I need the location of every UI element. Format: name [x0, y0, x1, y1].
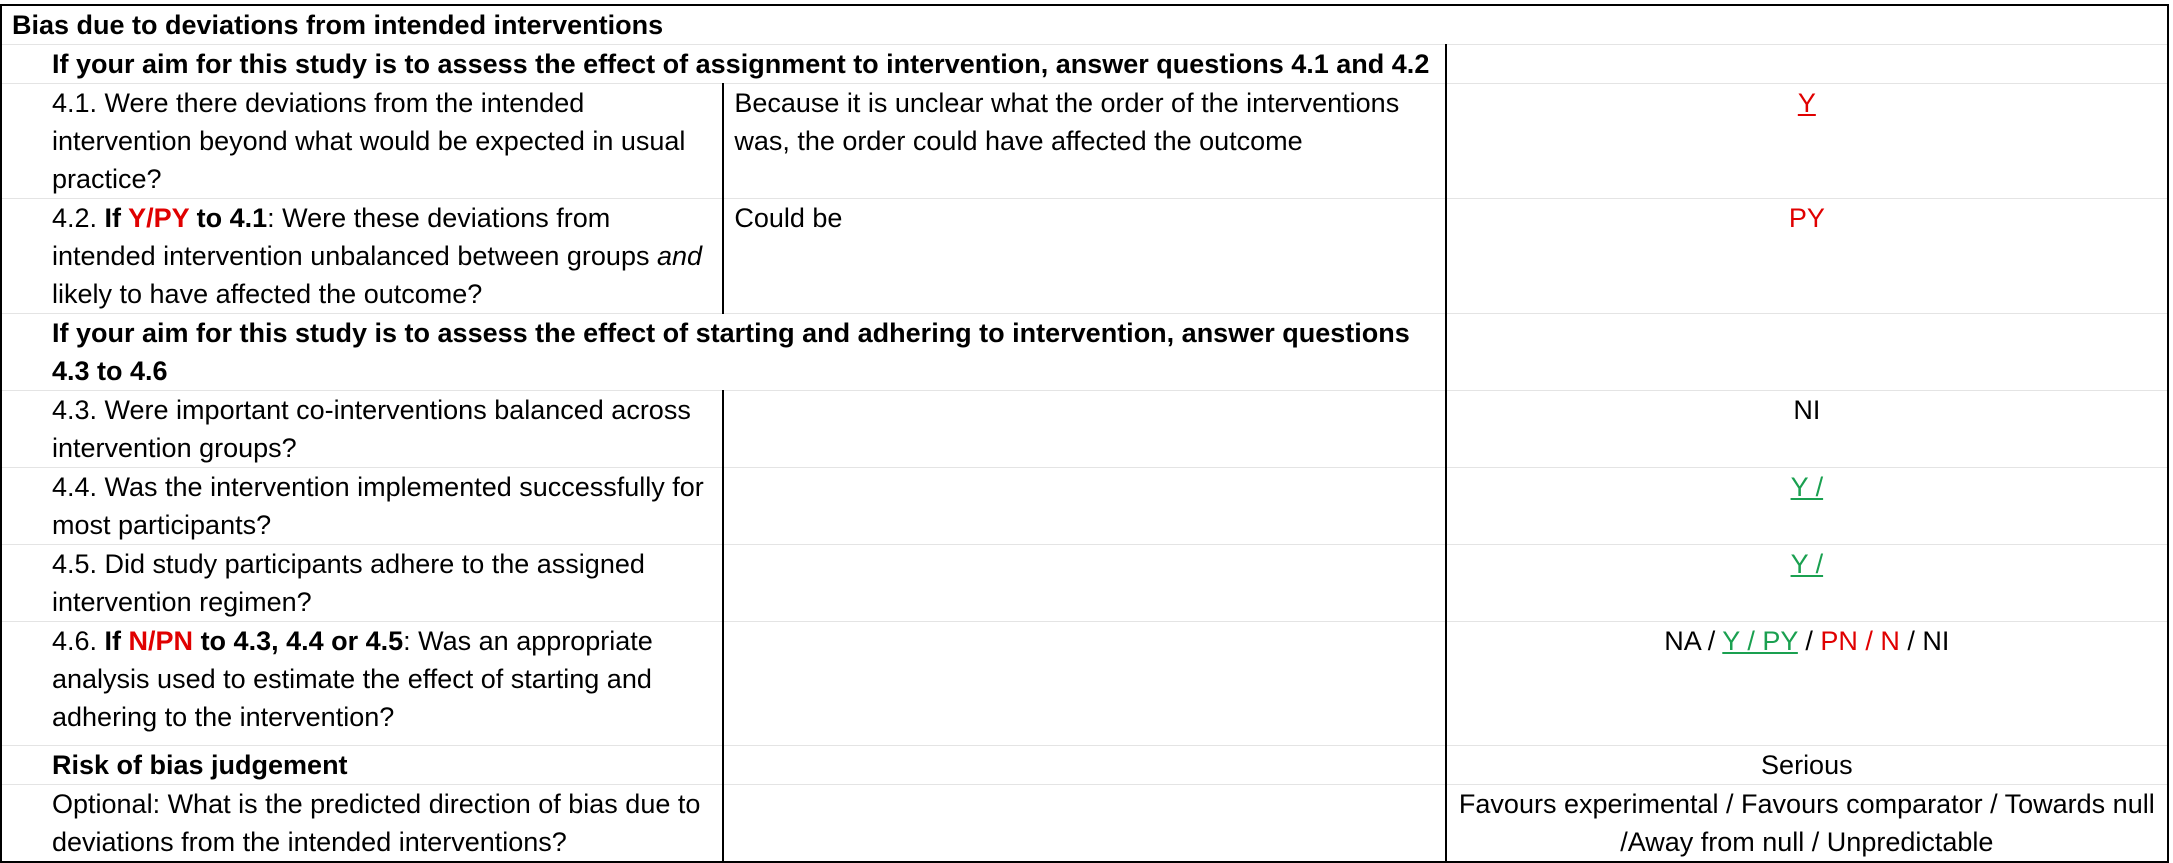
answer-4-4-value: Y /: [1790, 472, 1824, 502]
comment-4-1: Because it is unclear what the order of the interventions was, the order could have affected the outcome: [723, 84, 1445, 199]
comment-4-5: [723, 545, 1445, 622]
optional-answer: Favours experimental / Favours comparator / Towards null /Away from null / Unpredictable: [1446, 785, 2168, 863]
q46-condition: N/PN: [128, 626, 194, 656]
question-4-4: 4.4. Was the intervention implemented successfully for most participants?: [1, 468, 723, 545]
answer-4-6-sep: /: [1797, 626, 1821, 656]
q42-condition: Y/PY: [128, 203, 190, 233]
subheading-row-assignment: [1, 45, 2168, 84]
answer-4-6-ypy: Y / PY: [1722, 626, 1798, 656]
comment-4-6: [723, 622, 1445, 746]
answer-4-1-value: Y: [1797, 88, 1816, 118]
q46-rest: : Was an appropriate analysis used to estimate the effect of starting and adhering to the intervention?: [52, 626, 653, 732]
answer-4-3: NI: [1446, 391, 2168, 468]
risk-row: [1, 746, 2168, 785]
question-4-3: 4.3. Were important co-interventions balanced across intervention groups?: [1, 391, 723, 468]
subheading-row-adherence: [1, 314, 2168, 391]
q42-if: If: [104, 203, 129, 233]
risk-answer: Serious: [1446, 746, 2168, 785]
risk-of-bias-table: [0, 4, 2169, 863]
question-row-4-2: [1, 199, 2168, 314]
question-row-4-1: [1, 84, 2168, 199]
question-row-4-3: [1, 391, 2168, 468]
comment-4-2: Could be: [723, 199, 1445, 314]
answer-4-6: [1446, 622, 2168, 746]
subheading-adherence-answer: [1446, 314, 2168, 391]
comment-4-4: [723, 468, 1445, 545]
question-row-4-5: [1, 545, 2168, 622]
optional-row: [1, 785, 2168, 863]
q42-rest-2: likely to have affected the outcome?: [52, 279, 483, 309]
question-4-6: [1, 622, 723, 746]
subheading-adherence: If your aim for this study is to assess the effect of starting and adhering to intervention, answer questions 4.3 to 4.6: [1, 314, 1446, 391]
q46-if: If: [104, 626, 129, 656]
answer-4-5: [1446, 545, 2168, 622]
answer-4-2-value: PY: [1788, 203, 1825, 233]
risk-comment: [723, 746, 1445, 785]
question-4-2: [1, 199, 723, 314]
q42-num: 4.2.: [52, 203, 105, 233]
answer-4-6-na: NA /: [1664, 626, 1723, 656]
q46-num: 4.6.: [52, 626, 105, 656]
question-4-5: 4.5. Did study participants adhere to the assigned intervention regimen?: [1, 545, 723, 622]
optional-comment: [723, 785, 1445, 863]
q46-to: to 4.3, 4.4 or 4.5: [193, 626, 404, 656]
section-header-row: [1, 5, 2168, 45]
q42-rest-1: : Were these deviations from intended intervention unbalanced between groups: [52, 203, 657, 271]
question-4-1: 4.1. Were there deviations from the intended intervention beyond what would be expected in usual practice?: [1, 84, 723, 199]
subheading-assignment-answer: [1446, 45, 2168, 84]
answer-4-4: [1446, 468, 2168, 545]
q42-to: to 4.1: [189, 203, 268, 233]
q42-and: and: [656, 241, 703, 271]
answer-4-6-pn: PN / N: [1820, 626, 1900, 656]
subheading-assignment: If your aim for this study is to assess the effect of assignment to intervention, answer questions 4.1 and 4.2: [1, 45, 1446, 84]
comment-4-3: [723, 391, 1445, 468]
answer-4-1: [1446, 84, 2168, 199]
question-row-4-6: [1, 622, 2168, 746]
answer-4-2: [1446, 199, 2168, 314]
question-row-4-4: [1, 468, 2168, 545]
section-title: Bias due to deviations from intended interventions: [1, 5, 2168, 45]
risk-label: Risk of bias judgement: [1, 746, 723, 785]
answer-4-6-ni: / NI: [1899, 626, 1950, 656]
optional-question: Optional: What is the predicted direction of bias due to deviations from the intended interventions?: [1, 785, 723, 863]
answer-4-5-value: Y /: [1790, 549, 1824, 579]
